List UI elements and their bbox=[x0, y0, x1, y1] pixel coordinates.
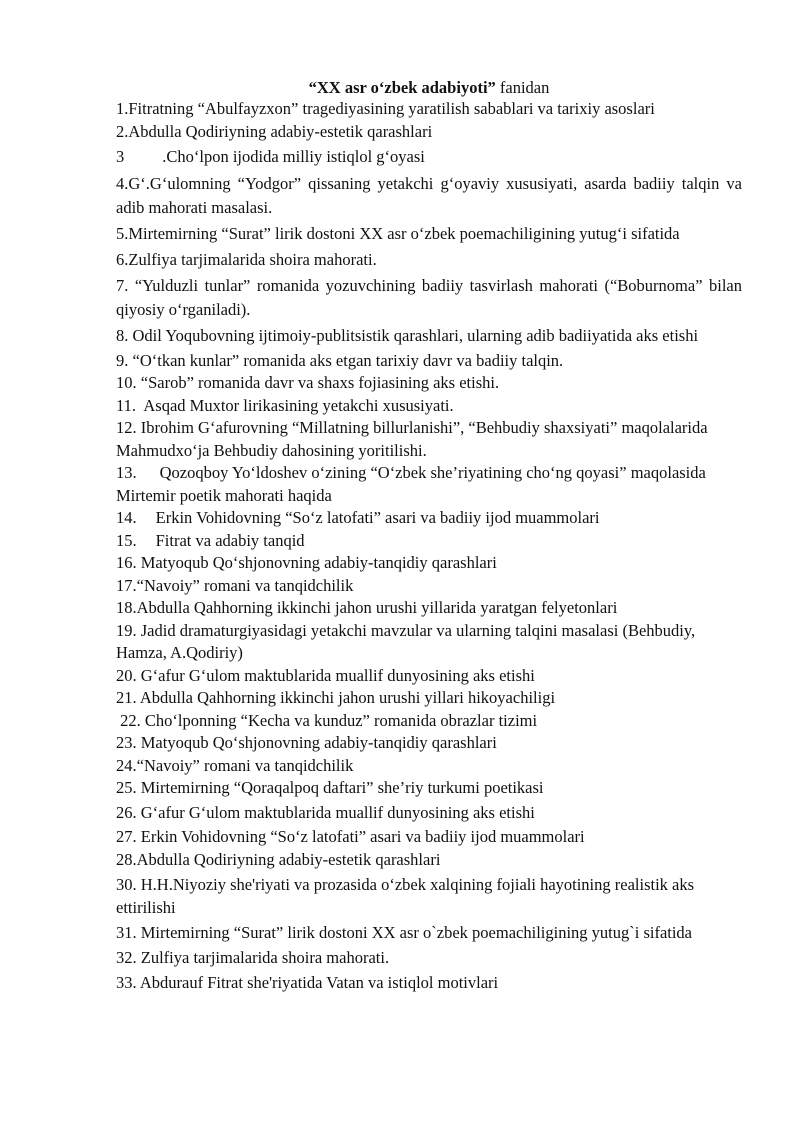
list-item: 26. G‘afur G‘ulom maktublarida muallif dunyosining aks etishi bbox=[116, 802, 535, 822]
list-item: 15. Fitrat va adabiy tanqid bbox=[116, 530, 305, 550]
list-item: 28.Abdulla Qodiriyning adabiy-estetik qarashlari bbox=[116, 849, 441, 869]
list-item: 30. H.H.Niyoziy she'riyati va prozasida o‘zbek xalqining fojiali hayotining realistik aks ettirilishi bbox=[116, 875, 695, 917]
list-item: 14. Erkin Vohidovning “So‘z latofati” asari va badiiy ijod muammolari bbox=[116, 508, 600, 527]
list-item: 12. Ibrohim G‘afurovning “Millatning billurlanishi”, “Behbudiy shaxsiyati” maqolalarida Mahmudxo‘ja Behbudiy dahosining yoritilishi. bbox=[116, 418, 708, 460]
list-item: 31. Mirtemirning “Surat” lirik dostoni XX asr o`zbek poemachiligining yutug`i sifatida bbox=[116, 923, 693, 942]
list-item: 18.Abdulla Qahhorning ikkinchi jahon urushi yillarida yaratgan felyetonlari bbox=[116, 598, 618, 617]
list-item: 3 .Cho‘lpon ijodida milliy istiqlol g‘oyasi bbox=[116, 147, 425, 166]
list-item: 17.“Navoiy” romani va tanqidchilik bbox=[116, 575, 354, 595]
document-title bbox=[0, 78, 800, 98]
list-item: 20. G‘afur G‘ulom maktublarida muallif dunyosining aks etishi bbox=[116, 665, 535, 685]
list-item: 10. “Sarob” romanida davr va shaxs fojiasining aks etishi. bbox=[116, 373, 500, 392]
list-item: 33. Abdurauf Fitrat she'riyatida Vatan va istiqlol motivlari bbox=[116, 972, 499, 992]
list-item: 27. Erkin Vohidovning “So‘z latofati” asari va badiiy ijod muammolari bbox=[116, 827, 585, 846]
list-item: 6.Zulfiya tarjimalarida shoira mahorati. bbox=[116, 249, 377, 269]
list-item: 11. Asqad Muxtor lirikasining yetakchi xususiyati. bbox=[116, 395, 454, 415]
list-item: 32. Zulfiya tarjimalarida shoira mahorati. bbox=[116, 948, 390, 967]
course-name: “XX asr o‘zbek adabiyoti” bbox=[308, 78, 496, 97]
topic-list bbox=[116, 98, 742, 994]
list-item: 23. Matyoqub Qo‘shjonovning adabiy-tanqidiy qarashlari bbox=[116, 733, 497, 752]
list-item: 16. Matyoqub Qo‘shjonovning adabiy-tanqidiy qarashlari bbox=[116, 553, 497, 572]
list-item: 8. Odil Yoqubovning ijtimoiy-publitsistik qarashlari, ularning adib badiiyatida aks etishi bbox=[116, 325, 699, 345]
list-item: 25. Mirtemirning “Qoraqalpoq daftari” she’riy turkumi poetikasi bbox=[116, 778, 544, 797]
list-item: 9. “O‘tkan kunlar” romanida aks etgan tarixiy davr va badiiy talqin. bbox=[116, 350, 564, 370]
list-item: 1.Fitratning “Abulfayzxon” tragediyasining yaratilish sabablari va tarixiy asoslari bbox=[116, 99, 655, 118]
list-item: 7. “Yulduzli tunlar” romanida yozuvchining badiiy tasvirlash mahorati (“Boburnoma” bilan qiyosiy o‘rganiladi). bbox=[116, 275, 743, 319]
list-item: 19. Jadid dramaturgiyasidagi yetakchi mavzular va ularning talqini masalasi (Behbudiy, Hamza, A.Qodiriy) bbox=[116, 620, 696, 662]
list-item: 13. Qozoqboy Yo‘ldoshev o‘zining “O‘zbek she’riyatining cho‘ng qoyasi” maqolasida Mirtemir poetik mahorati haqida bbox=[116, 463, 706, 505]
list-item: 4.G‘.G‘ulomning “Yodgor” qissaning yetakchi g‘oyaviy xususiyati, asarda badiiy talqin va adib mahorati masalasi. bbox=[116, 173, 742, 217]
list-item: 21. Abdulla Qahhorning ikkinchi jahon urushi yillari hikoyachiligi bbox=[116, 688, 556, 707]
list-item: 2.Abdulla Qodiriyning adabiy-estetik qarashlari bbox=[116, 121, 433, 141]
list-item: 22. Cho‘lponning “Kecha va kunduz” romanida obrazlar tizimi bbox=[116, 710, 538, 730]
title-suffix: fanidan bbox=[495, 78, 550, 97]
list-item: 5.Mirtemirning “Surat” lirik dostoni XX asr o‘zbek poemachiligining yutug‘i sifatida bbox=[116, 223, 680, 243]
list-item: 24.“Navoiy” romani va tanqidchilik bbox=[116, 755, 354, 775]
